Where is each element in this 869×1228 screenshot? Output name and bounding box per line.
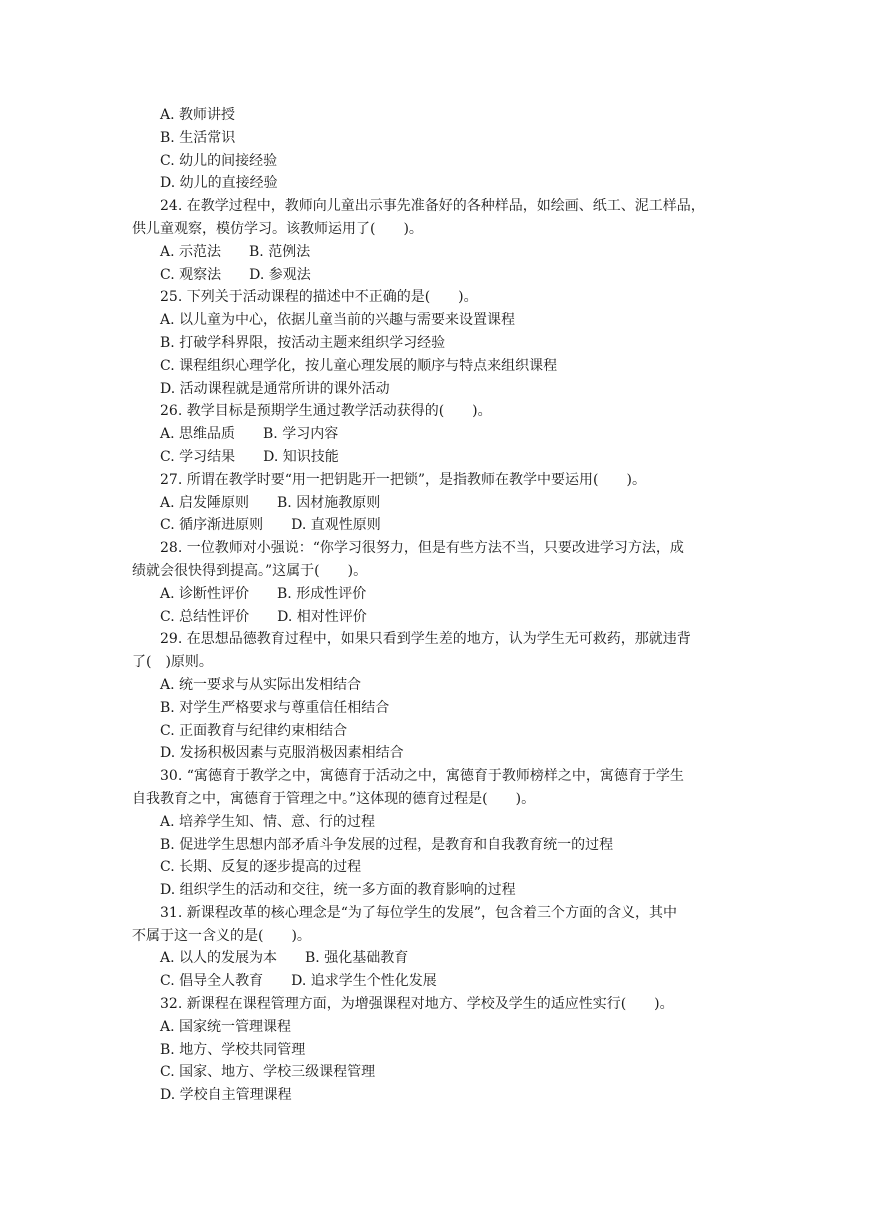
answer-option-line: D. 组织学生的活动和交往，统一多方面的教育影响的过程	[160, 882, 516, 899]
answer-option-line: B. 打破学科界限，按活动主题来组织学习经验	[160, 334, 446, 351]
answer-option-line: B. 生活常识	[160, 129, 236, 146]
question-stem-line: 26. 教学目标是预期学生通过教学活动获得的( )。	[160, 403, 492, 420]
answer-option-line: C. 循序渐进原则 D. 直观性原则	[160, 517, 381, 534]
answer-option-line: A. 示范法 B. 范例法	[160, 243, 311, 260]
question-stem-line: 29. 在思想品德教育过程中，如果只看到学生差的地方，认为学生无可救药，那就违背	[160, 631, 691, 648]
question-stem-line: 30. “寓德育于教学之中，寓德育于活动之中，寓德育于教师榜样之中，寓德育于学生	[160, 768, 684, 785]
answer-option-line: D. 发扬积极因素与克服消极因素相结合	[160, 745, 404, 762]
answer-option-line: A. 思维品质 B. 学习内容	[160, 426, 339, 443]
question-stem-line: 25. 下列关于活动课程的描述中不正确的是( )。	[160, 289, 478, 306]
answer-option-line: B. 对学生严格要求与尊重信任相结合	[160, 699, 390, 716]
answer-option-line: C. 国家、地方、学校三级课程管理	[160, 1064, 376, 1081]
question-stem-line: 31. 新课程改革的核心理念是“为了每位学生的发展”，包含着三个方面的含义，其中	[160, 904, 678, 921]
question-text-block	[132, 104, 720, 1107]
question-stem-line: 28. 一位教师对小强说：“你学习很努力，但是有些方法不当，只要改进学习方法，成	[160, 540, 684, 557]
question-stem-line: 32. 新课程在课程管理方面，为增强课程对地方、学校及学生的适应性实行( )。	[160, 996, 674, 1013]
answer-option-line: D. 幼儿的直接经验	[160, 175, 278, 192]
answer-option-line: A. 以人的发展为本 B. 强化基础教育	[160, 950, 409, 967]
question-continuation-line: 自我教育之中，寓德育于管理之中。”这体现的德育过程是( )。	[132, 790, 536, 807]
question-continuation-line: 绩就会很快得到提高。”这属于( )。	[132, 562, 368, 579]
answer-option-line: A. 诊断性评价 B. 形成性评价	[160, 585, 367, 602]
answer-option-line: D. 学校自主管理课程	[160, 1087, 292, 1104]
answer-option-line: A. 统一要求与从实际出发相结合	[160, 676, 362, 693]
answer-option-line: C. 课程组织心理学化，按儿童心理发展的顺序与特点来组织课程	[160, 357, 558, 374]
question-stem-line: 24. 在教学过程中，教师向儿童出示事先准备好的各种样品，如绘画、纸工、泥工样品，	[160, 198, 705, 215]
question-continuation-line: 供儿童观察，模仿学习。该教师运用了( )。	[132, 220, 423, 237]
answer-option-line: C. 总结性评价 D. 相对性评价	[160, 608, 367, 625]
question-continuation-line: 不属于这一含义的是( )。	[132, 927, 311, 944]
answer-option-line: B. 促进学生思想内部矛盾斗争发展的过程，是教育和自我教育统一的过程	[160, 836, 614, 853]
answer-option-line: C. 学习结果 D. 知识技能	[160, 448, 339, 465]
answer-option-line: A. 以儿童为中心，依据儿童当前的兴趣与需要来设置课程	[160, 312, 516, 329]
answer-option-line: A. 培养学生知、情、意、行的过程	[160, 813, 376, 830]
answer-option-line: C. 幼儿的间接经验	[160, 152, 278, 169]
answer-option-line: B. 地方、学校共同管理	[160, 1041, 306, 1058]
answer-option-line: C. 倡导全人教育 D. 追求学生个性化发展	[160, 973, 437, 990]
answer-option-line: A. 启发陲原则 B. 因材施教原则	[160, 494, 381, 511]
answer-option-line: C. 观察法 D. 参观法	[160, 266, 311, 283]
question-stem-line: 27. 所谓在教学时要“用一把钥匙开一把锁”，是指教师在教学中要运用( )。	[160, 471, 646, 488]
answer-option-line: A. 教师讲授	[160, 107, 236, 123]
answer-option-line: C. 长期、反复的逐步提高的过程	[160, 859, 362, 876]
answer-option-line: A. 国家统一管理课程	[160, 1018, 292, 1035]
answer-option-line: D. 活动课程就是通常所讲的课外活动	[160, 380, 390, 397]
answer-option-line: C. 正面教育与纪律约束相结合	[160, 722, 348, 739]
question-continuation-line: 了( )原则。	[132, 654, 213, 671]
